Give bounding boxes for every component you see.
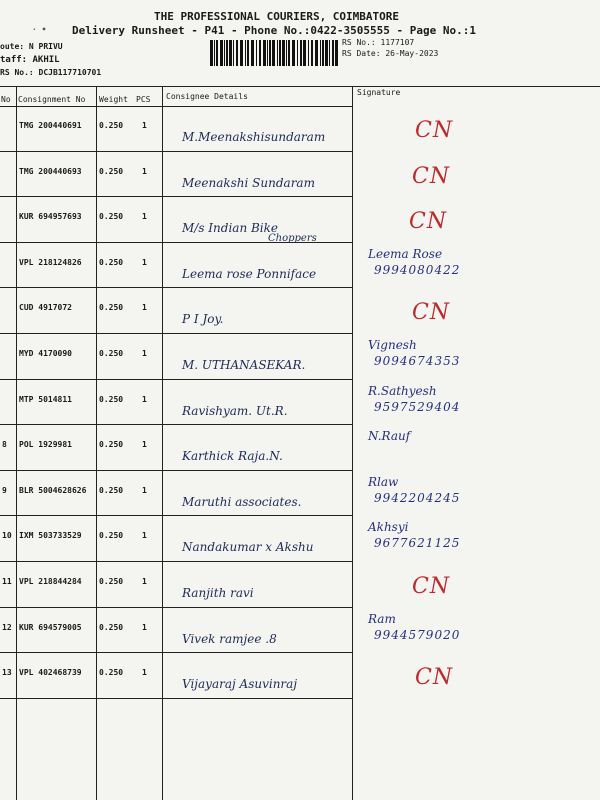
- barcode-bar: [329, 40, 330, 66]
- cn-mark: CN: [409, 209, 448, 235]
- row-divider: [0, 379, 352, 380]
- weight: 0.250: [99, 257, 124, 267]
- subtitle-prefix: · •: [32, 25, 47, 34]
- weight: 0.250: [99, 531, 124, 541]
- consignment-number: TMG 200440691: [19, 121, 82, 130]
- row-divider: [0, 151, 352, 152]
- row-divider: [0, 287, 352, 288]
- barcode-bar: [320, 40, 321, 66]
- row-divider: [0, 515, 352, 516]
- weight: 0.250: [99, 440, 124, 450]
- pcs: 1: [142, 121, 147, 130]
- weight: 0.250: [99, 577, 124, 586]
- barcode-bar: [210, 40, 213, 66]
- row-divider: [0, 424, 352, 425]
- barcode-bar: [286, 40, 287, 66]
- signature-phone: 9942204245: [374, 490, 461, 505]
- pcs: 1: [142, 622, 147, 632]
- consignee-name: Karthick Raja.N.: [182, 449, 283, 464]
- col-divider-no: [16, 86, 17, 800]
- row-number: 9: [2, 485, 7, 495]
- consignment-number: KUR 694579005: [19, 622, 82, 632]
- col-header-consignee: Consignee Details: [166, 92, 248, 101]
- col-header-no: No: [1, 95, 11, 104]
- col-header-weight: Weight: [99, 95, 128, 104]
- weight: 0.250: [99, 485, 124, 495]
- consignee-name: M. UTHANASEKAR.: [182, 358, 306, 372]
- pcs: 1: [142, 668, 147, 678]
- row-number: 10: [2, 531, 12, 541]
- barcode-bar: [322, 40, 324, 66]
- cn-mark: CN: [415, 118, 454, 143]
- table-top-rule: [0, 86, 600, 87]
- barcode-bar: [247, 40, 249, 66]
- barcode-bar: [325, 40, 328, 66]
- pcs: 1: [142, 349, 147, 358]
- consignment-number: KUR 694957693: [19, 212, 82, 222]
- rs-date: RS Date: 26-May-2023: [342, 49, 439, 58]
- barcode-bar: [214, 40, 215, 66]
- col-divider-consignee: [352, 86, 353, 800]
- pcs: 1: [142, 394, 147, 404]
- weight: 0.250: [99, 121, 124, 130]
- consignee-name: Ravishyam. Ut.R.: [182, 403, 288, 418]
- barcode-bar: [272, 40, 275, 66]
- barcode-bar: [220, 40, 223, 66]
- consignment-number: MTP 5014811: [19, 394, 72, 404]
- consignee-name: Maruthi associates.: [182, 494, 302, 509]
- barcode-bar: [292, 40, 295, 66]
- barcode-bar: [245, 40, 246, 66]
- consignment-number: BLR 5004628626: [19, 485, 87, 495]
- cn-mark: CN: [412, 163, 451, 189]
- row-divider: [0, 196, 352, 197]
- weight: 0.250: [99, 303, 124, 313]
- barcode-bar: [226, 40, 228, 66]
- pcs: 1: [142, 212, 147, 222]
- consignee-name: Nandakumar x Akshu: [182, 540, 314, 555]
- consignment-number: TMG 200440693: [19, 166, 82, 176]
- pcs: 1: [142, 257, 147, 267]
- col-divider-consignment: [96, 86, 97, 800]
- signature-name: Leema Rose: [368, 246, 443, 261]
- row-number: 13: [2, 668, 12, 678]
- barcode-bar: [308, 40, 309, 66]
- barcode-bar: [224, 40, 225, 66]
- consignment-number: IXM 503733529: [19, 531, 82, 541]
- row-divider: [0, 561, 352, 562]
- barcode-bar: [256, 40, 257, 66]
- barcode-bar: [267, 40, 268, 66]
- weight: 0.250: [99, 394, 124, 404]
- signature-name: Akhsyi: [368, 520, 409, 535]
- barcode-bar: [259, 40, 261, 66]
- col-divider-pcs: [162, 86, 163, 800]
- signature-name: Ram: [368, 611, 396, 626]
- signature-name: Rlaw: [368, 474, 399, 489]
- row-divider: [0, 652, 352, 653]
- cn-mark: CN: [415, 665, 454, 691]
- staff-label: taff: AKHIL: [0, 55, 60, 65]
- barcode-bar: [236, 40, 238, 66]
- barcode-bar: [233, 40, 234, 66]
- barcode-bar: [303, 40, 306, 66]
- consignment-number: MYD 4170090: [19, 349, 72, 358]
- barcode-bar: [282, 40, 285, 66]
- pcs: 1: [142, 485, 147, 495]
- signature-phone: 9994080422: [374, 262, 461, 277]
- row-number: 11: [2, 577, 12, 586]
- barcode-bar: [269, 40, 271, 66]
- consignee-name: Vijayaraj Asuvinraj: [182, 677, 298, 692]
- weight: 0.250: [99, 622, 124, 632]
- signature-phone: 9597529404: [374, 399, 461, 414]
- signature-name: Vignesh: [368, 338, 417, 352]
- col-header-pcs: PCS: [136, 95, 151, 104]
- runsheet-subtitle: Delivery Runsheet - P41 - Phone No.:0422-3505555 - Page No.:1: [72, 24, 476, 37]
- barcode-bar: [216, 40, 218, 66]
- barcode-bar: [229, 40, 232, 66]
- row-number: 12: [2, 622, 12, 632]
- consignee-name: M.Meenakshisundaram: [182, 130, 326, 144]
- signature-name: R.Sathyesh: [368, 383, 437, 398]
- row-divider: [0, 698, 352, 699]
- signature-name: N.Rauf: [368, 429, 411, 444]
- barcode-bar: [300, 40, 302, 66]
- pcs: 1: [142, 303, 147, 313]
- consignment-number: POL 1929981: [19, 440, 72, 450]
- consignee-name: M/s Indian Bike: [182, 221, 279, 236]
- consignment-number: CUD 4917072: [19, 303, 72, 313]
- row-divider: [0, 470, 352, 471]
- cn-mark: CN: [412, 574, 451, 599]
- consignment-number: VPL 218844284: [19, 577, 82, 586]
- header-bottom-rule: [0, 106, 352, 107]
- consignment-number: VPL 218124826: [19, 257, 82, 267]
- barcode-bar: [311, 40, 313, 66]
- rs-number: RS No.: 1177107: [342, 38, 415, 47]
- row-divider: [0, 607, 352, 608]
- weight: 0.250: [99, 166, 124, 176]
- consignee-name: Meenakshi Sundaram: [182, 175, 315, 190]
- consignee-name: Leema rose Ponniface: [182, 266, 317, 281]
- consignee-name-line2: Choppers: [268, 233, 317, 245]
- barcode-bar: [315, 40, 318, 66]
- barcode-bar: [277, 40, 278, 66]
- barcode-bar: [240, 40, 243, 66]
- pcs: 1: [142, 531, 147, 541]
- row-number: 8: [2, 440, 7, 450]
- barcode-bar: [335, 40, 338, 66]
- signature-phone: 9677621125: [374, 536, 461, 551]
- barcode-bar: [297, 40, 298, 66]
- cn-mark: CN: [412, 300, 451, 326]
- consignee-name: P I Joy.: [182, 312, 224, 327]
- consignment-number: VPL 402468739: [19, 668, 82, 678]
- rs-code: RS No.: DCJB117710701: [0, 68, 102, 77]
- weight: 0.250: [99, 212, 124, 222]
- pcs: 1: [142, 440, 147, 450]
- route-label: oute: N PRIVU: [0, 42, 63, 51]
- col-header-signature: Signature: [357, 88, 401, 97]
- weight: 0.250: [99, 668, 124, 678]
- barcode: [210, 40, 338, 66]
- barcode-bar: [251, 40, 254, 66]
- barcode-bar: [263, 40, 266, 66]
- consignee-name: Ranjith ravi: [182, 586, 254, 600]
- signature-phone: 9094674353: [374, 354, 461, 368]
- company-title: THE PROFESSIONAL COURIERS, COIMBATORE: [154, 10, 400, 23]
- barcode-bar: [288, 40, 290, 66]
- row-divider: [0, 333, 352, 334]
- barcode-bar: [332, 40, 334, 66]
- barcode-bar: [279, 40, 281, 66]
- pcs: 1: [142, 166, 147, 176]
- weight: 0.250: [99, 349, 124, 358]
- consignee-name: Vivek ramjee .8: [182, 631, 277, 646]
- pcs: 1: [142, 577, 147, 586]
- signature-phone: 9944579020: [374, 627, 461, 642]
- col-header-consignment: Consignment No: [18, 95, 86, 104]
